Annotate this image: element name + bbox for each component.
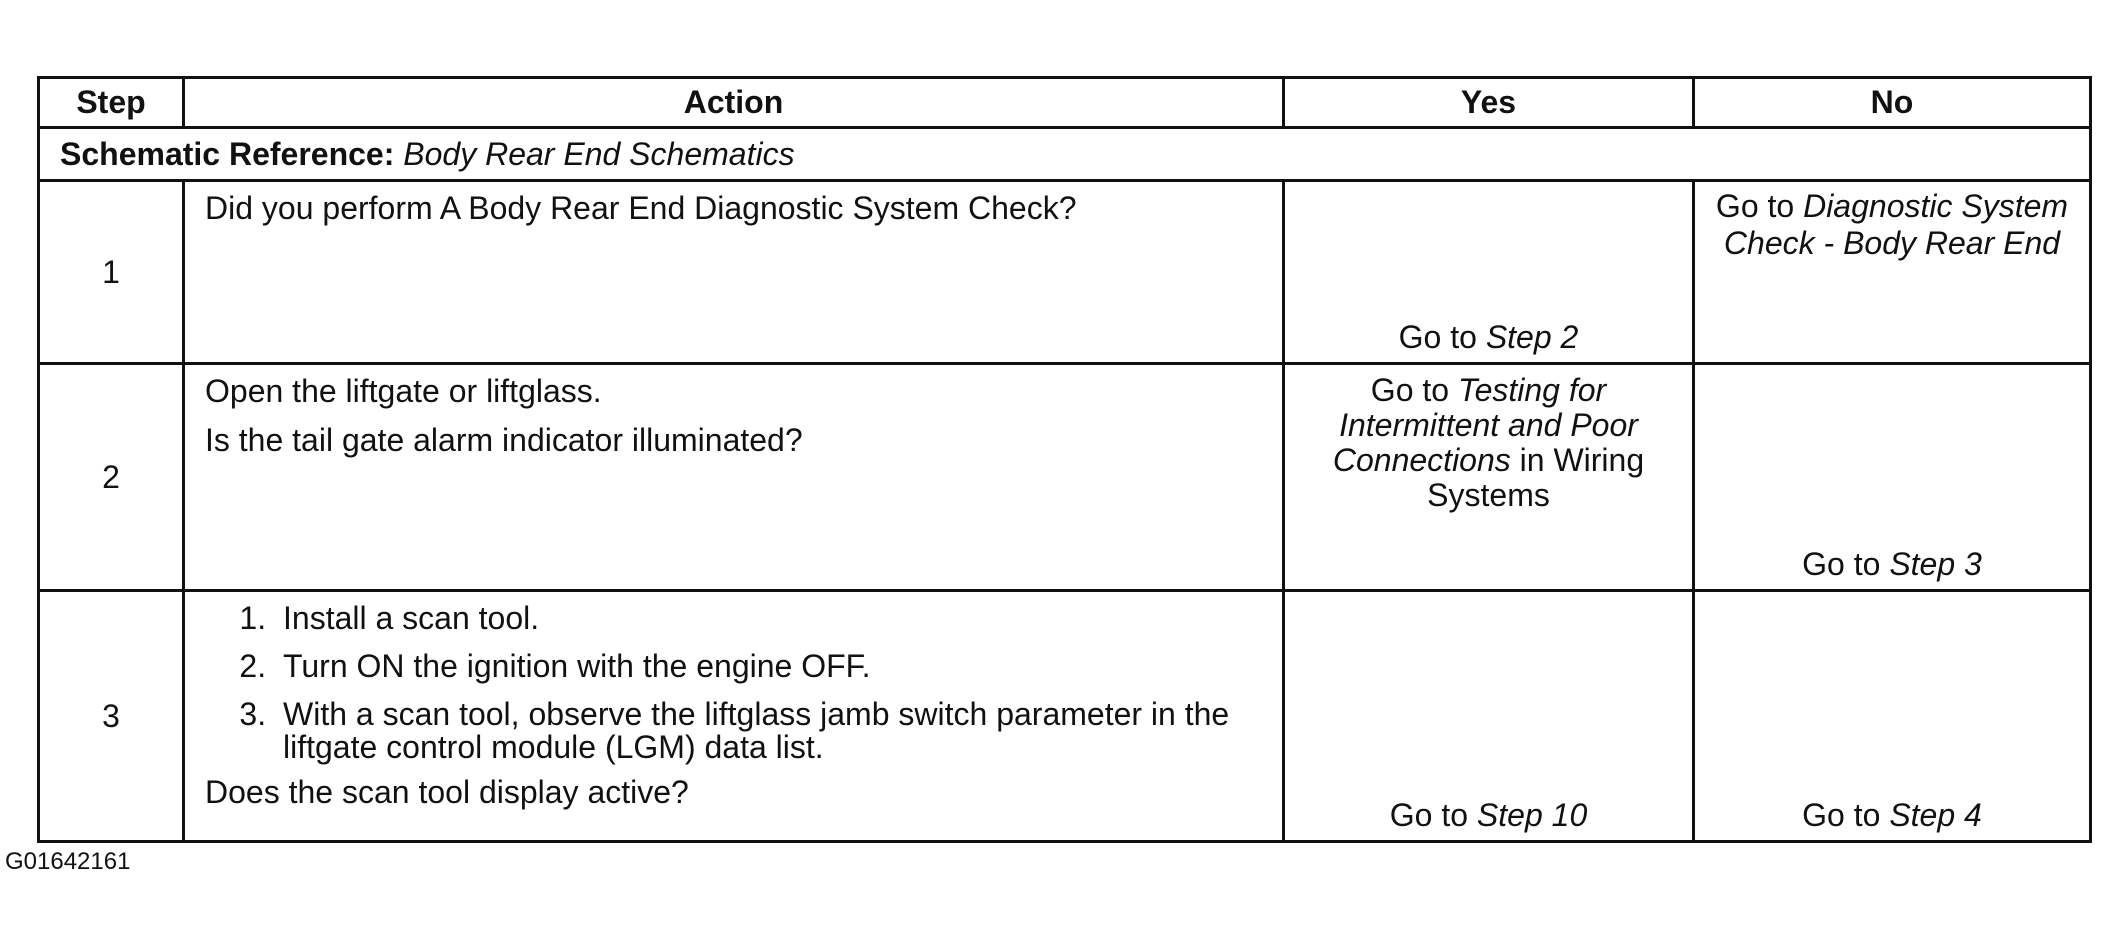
yes-prefix: Go to [1389, 797, 1469, 833]
no-cell [1694, 591, 2091, 842]
yes-cell [1284, 181, 1694, 364]
action-cell [184, 181, 1284, 364]
table-row [39, 181, 2091, 364]
no-link[interactable]: Step 4 [1889, 797, 1982, 833]
schematic-reference-row [39, 128, 2091, 181]
header-yes: Yes [1284, 78, 1694, 128]
header-action: Action [184, 78, 1284, 128]
yes-prefix: Go to [1370, 372, 1450, 408]
schematic-reference-link[interactable]: Body Rear End Schematics [403, 135, 795, 172]
no-link[interactable]: Step 3 [1889, 546, 1982, 582]
action-steps-list [205, 600, 1262, 764]
schematic-reference-cell [39, 128, 2091, 181]
step-number: 2 [39, 364, 184, 591]
action-cell [184, 364, 1284, 591]
no-prefix: Go to [1802, 546, 1881, 582]
yes-suffix: in Wiring Systems [1427, 442, 1645, 513]
action-text: Open the liftgate or liftglass. [205, 373, 602, 409]
yes-cell [1284, 591, 1694, 842]
action-step-item: 1. Install a scan tool. [275, 600, 1262, 635]
diagnostic-table [37, 76, 2092, 843]
table-row [39, 591, 2091, 842]
yes-link[interactable]: Testing for Intermittent and Poor Connections [1332, 372, 1638, 478]
yes-prefix: Go to [1398, 319, 1477, 355]
no-prefix: Go to [1802, 797, 1881, 833]
table-header-row [39, 78, 2091, 128]
action-question: Does the scan tool display active? [205, 774, 689, 810]
table-row [39, 364, 2091, 591]
step-number: 3 [39, 591, 184, 842]
action-step-item: 3. With a scan tool, observe the liftglass jamb switch parameter in the liftgate control module (LGM) data list. [275, 696, 1262, 764]
yes-link[interactable]: Step 2 [1485, 319, 1579, 355]
no-prefix: Go to [1715, 188, 1795, 224]
yes-cell [1284, 364, 1694, 591]
step-number: 1 [39, 181, 184, 364]
header-step: Step [39, 78, 184, 128]
action-question: Is the tail gate alarm indicator illuminated? [205, 422, 803, 458]
header-no: No [1694, 78, 2091, 128]
figure-id: G01642161 [5, 848, 131, 875]
no-link[interactable]: Diagnostic System Check - Body Rear End [1723, 188, 2069, 261]
action-text: Did you perform A Body Rear End Diagnostic System Check? [205, 190, 1077, 226]
no-cell [1694, 364, 2091, 591]
action-cell [184, 591, 1284, 842]
action-step-item: 2. Turn ON the ignition with the engine OFF. [275, 648, 1262, 683]
no-cell [1694, 181, 2091, 364]
schematic-reference-label: Schematic Reference: [60, 135, 395, 172]
yes-link[interactable]: Step 10 [1476, 797, 1588, 833]
